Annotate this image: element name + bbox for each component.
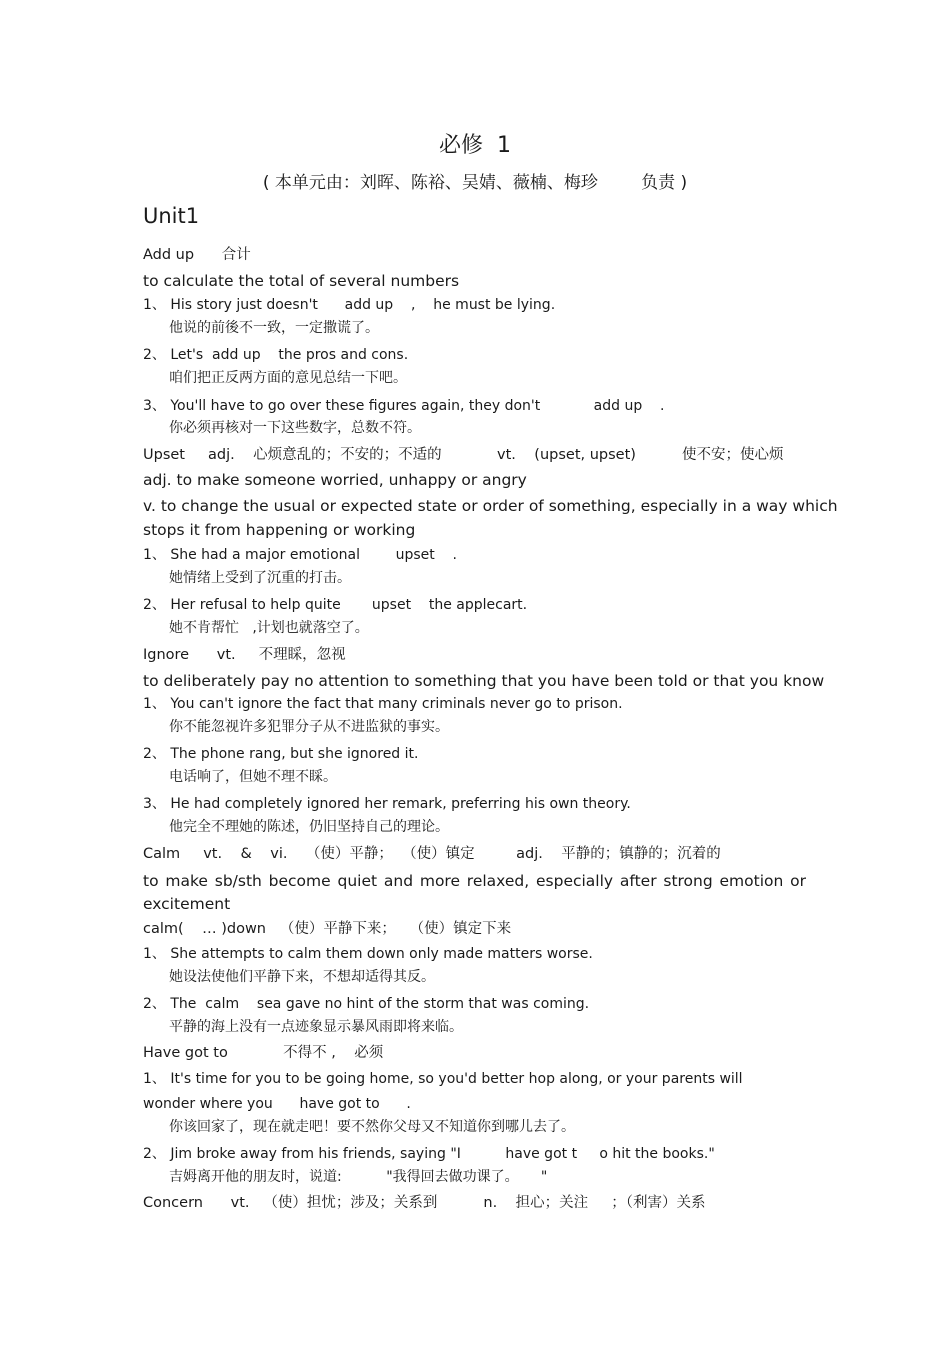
have-got-to-example-1-translation: 你该回家了，现在就走吧！要不然你父母又不知道你到哪儿去了。 — [169, 1119, 575, 1135]
calm-example-2: 2、 The calm sea gave no hint of the storm that was coming. — [143, 996, 590, 1012]
ignore-example-1-translation: 你不能忽视许多犯罪分子从不进监狱的事实。 — [169, 719, 449, 735]
entry-concern-heading: Concern vt. （使）担忧；涉及；关系到 n. 担心；关注 ；（利害）关系 — [143, 1195, 706, 1211]
entry-have-got-to-heading: Have got to 不得不 , 必须 — [143, 1045, 384, 1061]
ignore-example-3: 3、 He had completely ignored her remark, preferring his own theory. — [143, 796, 631, 812]
entry-upset-definition-adj: adj. to make someone worried, unhappy or angry — [143, 471, 527, 489]
unit-heading: Unit1 — [143, 204, 200, 228]
add-up-example-3-translation: 你必须再核对一下这些数字，总数不符。 — [169, 420, 421, 436]
add-up-example-2-translation: 咱们把正反两方面的意见总结一下吧。 — [169, 370, 407, 386]
calm-example-1: 1、 She attempts to calm them down only made matters worse. — [143, 946, 593, 962]
ignore-example-1: 1、 You can't ignore the fact that many criminals never go to prison. — [143, 696, 623, 712]
entry-calm-definition: to make sb/sth become quiet and more relaxed, especially after strong emotion or — [143, 872, 806, 890]
entry-calm-phrase: calm( … )down （使）平静下来； （使）镇定下来 — [143, 921, 512, 937]
entry-calm-heading: Calm vt. & vi. （使）平静； （使）镇定 adj. 平静的；镇静的；沉着的 — [143, 846, 721, 862]
have-got-to-example-1: 1、 It's time for you to be going home, so you'd better hop along, or your parents will — [143, 1071, 743, 1087]
entry-add-up-definition: to calculate the total of several numbers — [143, 272, 460, 290]
ignore-example-3-translation: 他完全不理她的陈述，仍旧坚持自己的理论。 — [169, 819, 449, 835]
upset-example-2-translation: 她不肯帮忙 ,计划也就落空了。 — [169, 620, 369, 636]
add-up-example-2: 2、 Let's add up the pros and cons. — [143, 347, 409, 363]
entry-calm-definition-cont: excitement — [143, 895, 231, 913]
page-title: 必修 1 — [439, 133, 511, 158]
page-subtitle: ( 本单元由：刘晖、陈裕、吴婧、薇楠、梅珍 负责 ) — [262, 173, 688, 193]
entry-ignore-definition: to deliberately pay no attention to something that you have been told or that you know — [143, 672, 825, 690]
have-got-to-example-1-cont: wonder where you have got to . — [143, 1096, 411, 1112]
entry-ignore-heading: Ignore vt. 不理睬，忽视 — [143, 647, 346, 663]
ignore-example-2-translation: 电话响了，但她不理不睬。 — [169, 769, 337, 785]
calm-example-2-translation: 平静的海上没有一点迹象显示暴风雨即将来临。 — [169, 1019, 463, 1035]
have-got-to-example-2: 2、 Jim broke away from his friends, saying "I have got t o hit the books." — [143, 1146, 715, 1162]
add-up-example-1-translation: 他说的前後不一致，一定撒谎了。 — [169, 320, 379, 336]
entry-upset-heading: Upset adj. 心烦意乱的；不安的；不适的 vt. (upset, upset) 使不安；使心烦 — [143, 447, 784, 463]
entry-upset-definition-verb: v. to change the usual or expected state or order of something, especially in a way which — [143, 497, 838, 515]
have-got-to-example-2-translation: 吉姆离开他的朋友时，说道: "我得回去做功课了。 " — [169, 1169, 548, 1185]
upset-example-1-translation: 她情绪上受到了沉重的打击。 — [169, 570, 351, 586]
add-up-example-1: 1、 His story just doesn't add up , he must be lying. — [143, 297, 556, 313]
add-up-example-3: 3、 You'll have to go over these figures again, they don't add up . — [143, 398, 665, 414]
calm-example-1-translation: 她设法使他们平静下来，不想却适得其反。 — [169, 969, 435, 985]
entry-upset-definition-verb-cont: stops it from happening or working — [143, 521, 416, 539]
upset-example-1: 1、 She had a major emotional upset . — [143, 547, 457, 563]
entry-add-up-heading: Add up 合计 — [143, 247, 251, 263]
upset-example-2: 2、 Her refusal to help quite upset the applecart. — [143, 597, 528, 613]
ignore-example-2: 2、 The phone rang, but she ignored it. — [143, 746, 419, 762]
